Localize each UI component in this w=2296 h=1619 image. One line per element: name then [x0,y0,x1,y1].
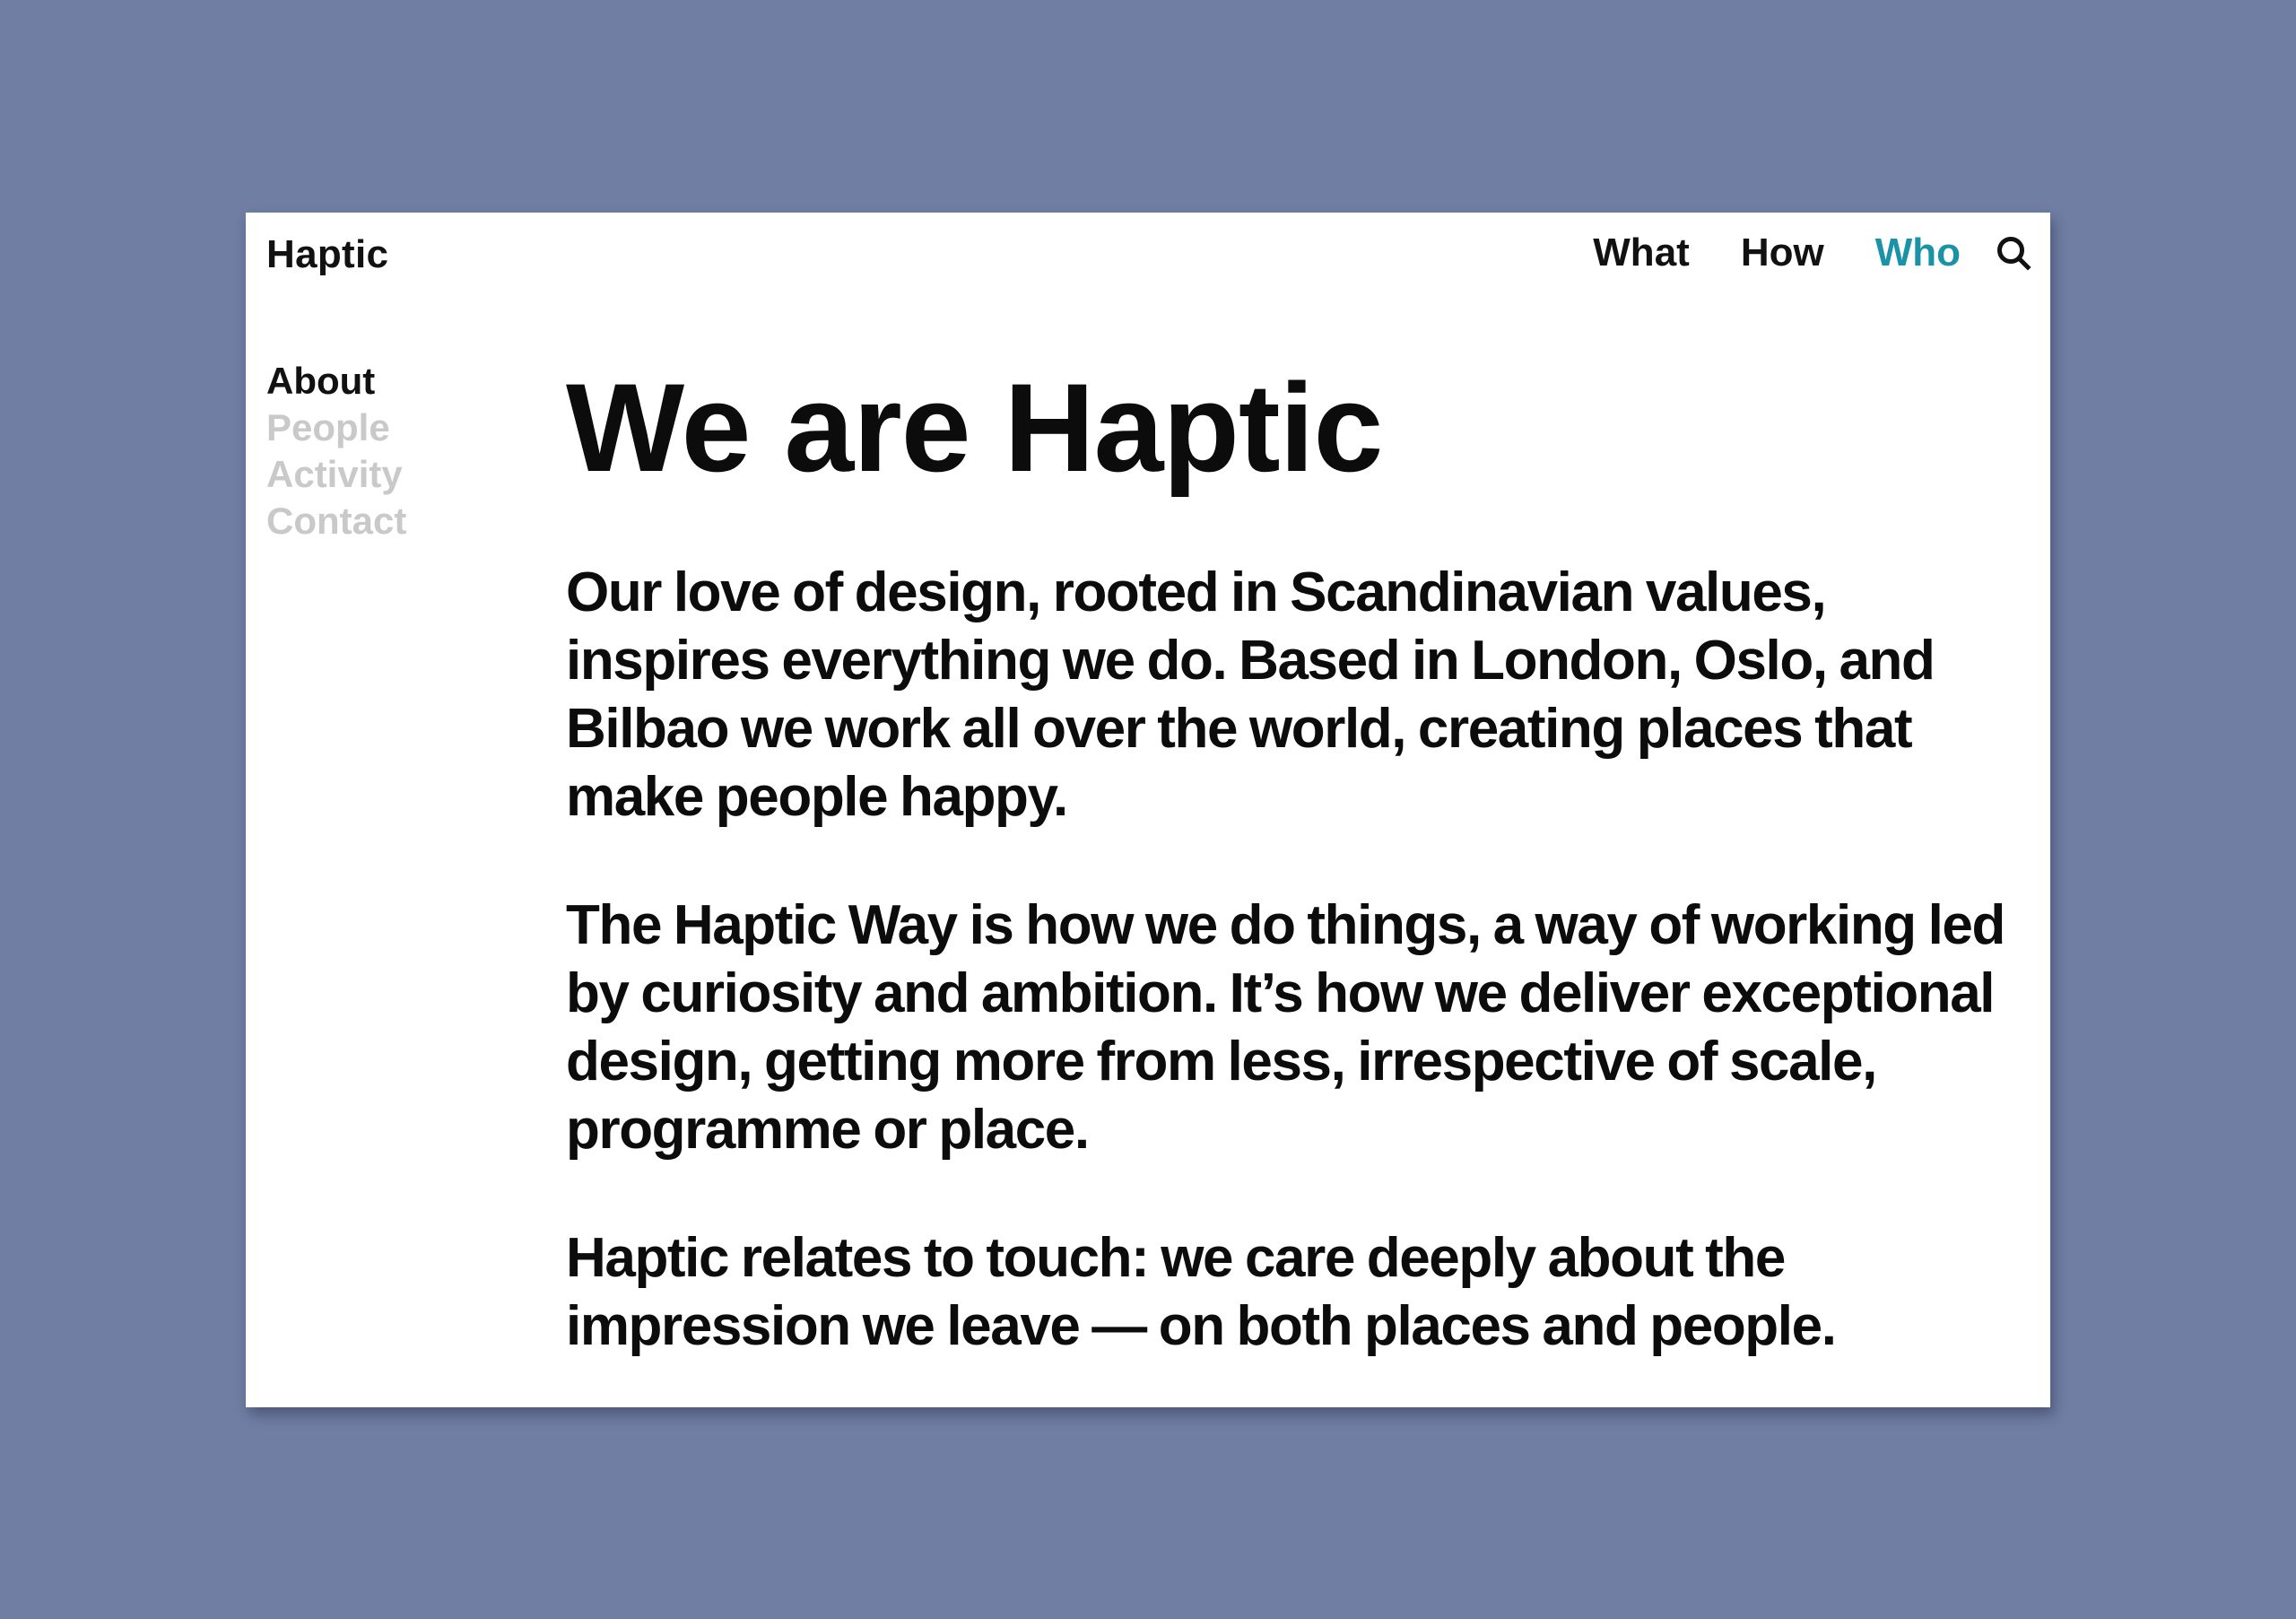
nav-what[interactable]: What [1593,231,1690,274]
sidebar-item-activity[interactable]: Activity [266,453,403,495]
top-navigation [1593,231,2032,275]
page-title: We are Haptic [566,357,1383,498]
intro-paragraph: Our love of design, rooted in Scandinavian values, inspires everything we do. Based in London, Oslo, and Bilbao we work all over the world, creating places that make people happy. [566,561,1935,828]
sidebar-item-people[interactable]: People [266,406,390,448]
search-icon[interactable] [1995,234,2032,272]
main-content [566,356,2028,1361]
site-logo[interactable]: Haptic [266,232,389,276]
haptic-way-paragraph: The Haptic Way is how we do things, a way of working led by curiosity and ambition. It’s how we deliver exceptional design, getting more from less, irrespective of scale, programme or place. [566,894,2005,1161]
nav-who[interactable]: Who [1874,231,1961,274]
touch-paragraph: Haptic relates to touch: we care deeply about the impression we leave — on both places and people. [566,1227,1836,1357]
section-sidebar [266,358,406,544]
nav-how[interactable]: How [1740,231,1824,274]
sidebar-item-contact[interactable]: Contact [266,500,407,542]
browser-page [246,213,2050,1407]
sidebar-item-about[interactable]: About [266,360,376,402]
